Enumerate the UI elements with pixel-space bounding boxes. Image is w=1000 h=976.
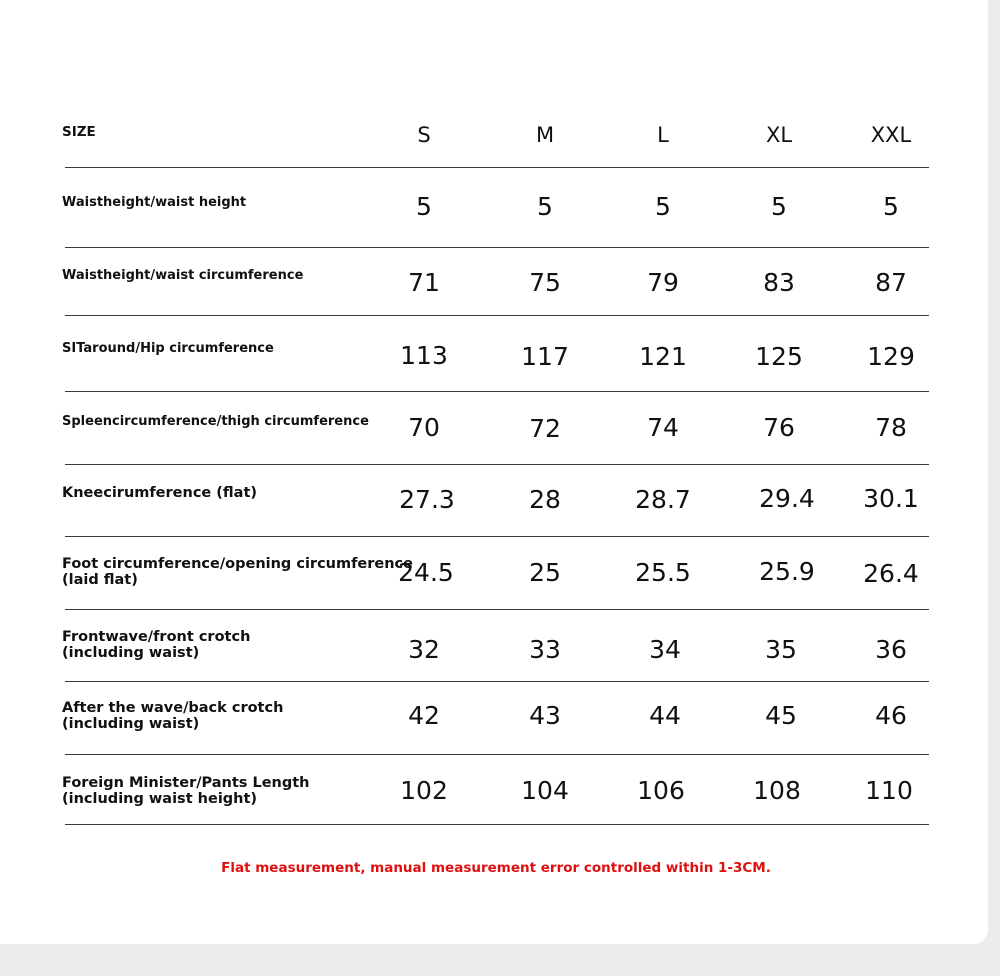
size-header-xl: XL — [765, 123, 793, 147]
cell-value: 121 — [639, 342, 687, 371]
cell-value: 30.1 — [863, 484, 919, 513]
cell-value: 44 — [649, 701, 681, 730]
cell-value: 43 — [529, 701, 561, 730]
cell-value: 87 — [875, 268, 907, 297]
size-header-label: SIZE — [62, 124, 96, 140]
cell-value: 29.4 — [759, 484, 815, 513]
cell-value: 83 — [763, 268, 795, 297]
row-label: After the wave/back crotch (including waist) — [62, 700, 284, 732]
cell-value: 71 — [408, 268, 440, 297]
cell-value: 5 — [771, 192, 787, 221]
cell-value: 108 — [753, 776, 801, 805]
cell-value: 24.5 — [398, 558, 454, 587]
cell-value: 36 — [875, 635, 907, 664]
cell-value: 25.5 — [635, 558, 691, 587]
cell-value: 78 — [875, 413, 907, 442]
divider — [65, 391, 929, 392]
cell-value: 25.9 — [759, 557, 815, 586]
cell-value: 75 — [529, 268, 561, 297]
row-label: Frontwave/front crotch (including waist) — [62, 629, 251, 661]
cell-value: 26.4 — [863, 559, 919, 588]
divider — [65, 315, 929, 316]
divider — [65, 609, 929, 610]
cell-value: 45 — [765, 701, 797, 730]
divider — [65, 167, 929, 168]
row-label: Waistheight/waist circumference — [62, 268, 304, 283]
cell-value: 34 — [649, 635, 681, 664]
cell-value: 102 — [400, 776, 448, 805]
cell-value: 72 — [529, 414, 561, 443]
divider — [65, 824, 929, 825]
cell-value: 5 — [537, 192, 553, 221]
divider — [65, 464, 929, 465]
divider — [65, 681, 929, 682]
measurement-note: Flat measurement, manual measurement error controlled within 1-3CM. — [221, 860, 771, 876]
cell-value: 113 — [400, 341, 448, 370]
size-header-l: L — [657, 123, 669, 147]
divider — [65, 754, 929, 755]
cell-value: 33 — [529, 635, 561, 664]
cell-value: 5 — [416, 192, 432, 221]
size-header-xxl: XXL — [870, 123, 912, 147]
cell-value: 117 — [521, 342, 569, 371]
cell-value: 28 — [529, 485, 561, 514]
size-header-m: M — [535, 123, 555, 147]
cell-value: 5 — [883, 192, 899, 221]
cell-value: 106 — [637, 776, 685, 805]
size-header-s: S — [417, 123, 431, 147]
cell-value: 70 — [408, 413, 440, 442]
cell-value: 76 — [763, 413, 795, 442]
cell-value: 5 — [655, 192, 671, 221]
cell-value: 74 — [647, 413, 679, 442]
row-label: Foot circumference/opening circumference (laid flat) — [62, 556, 413, 588]
cell-value: 79 — [647, 268, 679, 297]
cell-value: 25 — [529, 558, 561, 587]
cell-value: 27.3 — [399, 485, 455, 514]
row-label: Waistheight/waist height — [62, 195, 247, 210]
row-label: Spleencircumference/thigh circumference — [62, 414, 369, 429]
cell-value: 125 — [755, 342, 803, 371]
cell-value: 46 — [875, 701, 907, 730]
cell-value: 104 — [521, 776, 569, 805]
row-label: Foreign Minister/Pants Length (including waist height) — [62, 775, 310, 807]
cell-value: 35 — [765, 635, 797, 664]
divider — [65, 247, 929, 248]
divider — [65, 536, 929, 537]
cell-value: 129 — [867, 342, 915, 371]
cell-value: 42 — [408, 701, 440, 730]
row-label: SITaround/Hip circumference — [62, 341, 274, 356]
cell-value: 110 — [865, 776, 913, 805]
row-label: Kneecirumference (flat) — [62, 485, 258, 501]
cell-value: 32 — [408, 635, 440, 664]
cell-value: 28.7 — [635, 485, 691, 514]
